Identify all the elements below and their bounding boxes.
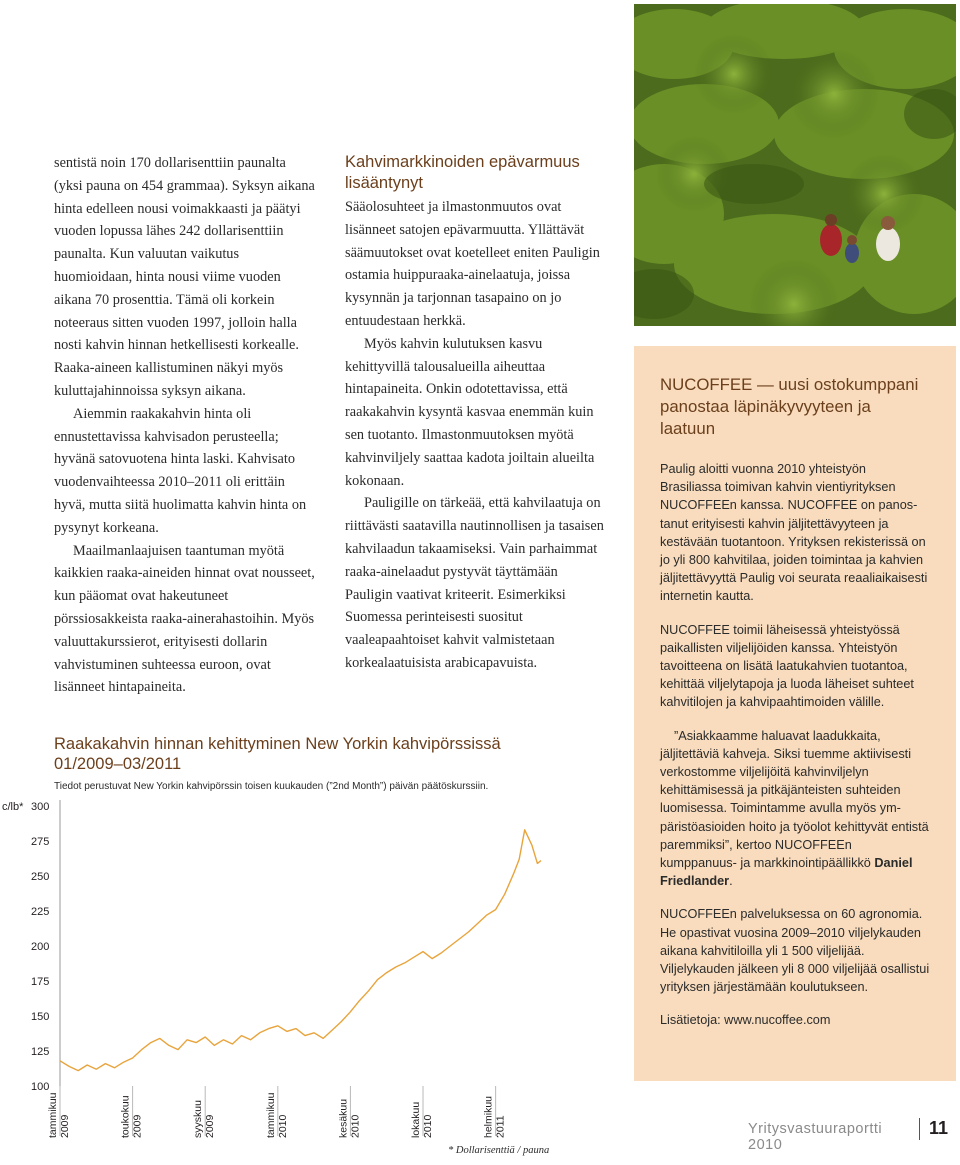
middle-paragraph-3: Pauligille on tärkeää, että kahvilaatuja on riittävästi saatavilla nautinnollisen ja tasaisen kahvilaadun takaamiseksi. Vain parhaimmat raaka-ainelaadut pystyvät täyttämään Pauligin vaativat kriteerit. Esimerkiksi Suomessa perinteisesti suositut vaaleapaahtoiset kahvit valmistetaan korkealaatuisista arabicapavuista.	[345, 495, 604, 671]
y-tick-label-100: 100	[31, 1081, 50, 1093]
left-paragraph-3: Maailmanlaajuisen taantuman myötä kaikkien raaka-aineiden hinnat ovat nousseet, kun pääomat ovat hakeutuneet pörssiosakkeista raaka-ainerahastoihin. Myös valuuttakurssierot, erityisesti dollarin vahvistuminen suhteessa euroon, ovat lisänneet hintapaineita.	[54, 542, 315, 696]
middle-paragraph-1: Sääolosuhteet ja ilmastonmuutos ovat lisänneet satojen epävarmuutta. Yllättävät säämuutokset ovat koetelleet eniten Pauligin ostamia huippuraaka-ainelaatuja, joissa kysynnän ja tarjonnan tasapaino on jo entuudestaan herkkä.	[345, 199, 600, 329]
x-tick-label-2: syyskuu2009	[192, 1100, 217, 1138]
middle-paragraph-2: Myös kahvin kulutuksen kasvu kehittyvillä talousalueilla aiheuttaa hintapaineita. Onkin odotettavissa, että raakakahvin kysyntä kasvaa enemmän kuin sen tuotanto. Ilmastonmuutoksen myötä kahvinviljely saattaa kadota joiltain alueilta kokonaan.	[345, 335, 595, 489]
y-tick-label-275: 275	[31, 836, 50, 848]
chart-footnote: * Dollarisenttiä / pauna	[448, 1145, 550, 1156]
y-tick-label-250: 250	[31, 871, 50, 883]
sidebar-title: NUCOFFEE — uusi ostokumppani panostaa läpinäkyvyyteen ja laatuun	[660, 375, 919, 438]
price-line	[60, 830, 541, 1071]
y-tick-label-200: 200	[31, 941, 50, 953]
left-paragraph-2: Aiemmin raakakahvin hinta oli ennustettavissa kahvisadon perusteella; hyvänä satovuotena hinta laski. Kahvisato vuodenvaihteessa 2010–2011 oli erittäin hyvä, mutta siitä huolimatta kahvin hinta on pysynyt korkeana.	[54, 405, 307, 536]
x-tick-label-5: lokakuu2010	[410, 1101, 435, 1138]
y-tick-label-175: 175	[31, 976, 50, 988]
nucoffee-sidebar	[634, 346, 956, 1081]
coffee-plantation-photo	[634, 4, 956, 326]
sidebar-paragraph-2: NUCOFFEE toimii läheisessä yhteistyössä paikallisten viljelijöiden kanssa. Yhteistyön tavoitteena on lisätä laatukahvien tuotantoa, kehittää viljelytapoja ja luoda läheiset suhteet kahvitilojen ja kahvipaahtimoiden välille.	[660, 622, 914, 710]
y-axis-label: c/lb*	[2, 801, 24, 813]
quote-end: .	[729, 874, 733, 889]
left-column	[54, 152, 316, 699]
chart-title: Raakakahvin hinnan kehittyminen New Yorkin kahvipörssissä 01/2009–03/2011	[54, 735, 501, 773]
y-tick-label-225: 225	[31, 906, 50, 918]
y-tick-label-150: 150	[31, 1011, 50, 1023]
y-tick-label-300: 300	[31, 801, 50, 813]
report-title: Yritysvastuuraportti 2010	[748, 1121, 883, 1153]
y-tick-label-125: 125	[31, 1046, 50, 1058]
coffee-price-chart	[0, 780, 600, 1142]
x-tick-label-0: tammikuu2009	[47, 1092, 71, 1138]
sidebar-contact: Lisätietoja: www.nucoffee.com	[660, 1013, 831, 1028]
left-paragraph-1: sentistä noin 170 dollarisenttiin paunalta (yksi pauna on 454 grammaa). Syksyn aikana hinta edelleen nousi voimakkaasti ja päätyi vuoden lopussa lähes 242 dollarisenttiin paunalta. Kun valuutan vaikutus huomioidaan, hinta nousi viime vuoden aikana 70 prosenttia. Tämä oli korkein noteeraus sitten vuoden 1997, jolloin halla nosti kahvin hinnan hetkellisesti korkealle. Raaka-aineen kallistuminen näkyi myös kuluttajahinnoissa syksyn aikana.	[54, 155, 315, 399]
plantation-illustration	[634, 4, 956, 326]
page-footer	[748, 1118, 954, 1153]
x-tick-label-1: toukokuu2009	[119, 1095, 144, 1138]
x-tick-label-3: tammikuu2010	[264, 1092, 289, 1138]
sidebar-paragraph-1: Paulig aloitti vuonna 2010 yhteistyön Brasiliassa toimivan kahvin vientiyrityksen NUCOFFEEn kanssa. NUCOFFEE on panostanut erityisesti kahvin jäljitettävyyteen ja kestävään tuotantoon. Yrityksen rekisterissä on jo yli 800 kahvitilaa, joiden toimintaa ja kahvien jäljitettävyyttä Paulig voi seurata reaaliaikaisesti internetin kautta.	[660, 462, 928, 604]
chart-subtitle: Tiedot perustuvat New Yorkin kahvipörssin toisen kuukauden (”2nd Month”) päivän päätöskurssiin.	[54, 781, 489, 792]
sidebar-paragraph-3: NUCOFFEEn palveluksessa on 60 agronomia. He opastivat vuosina 2009–2010 viljelykauden aikana kahvitiloilla yli 1 500 viljelijää. Viljelykauden jälkeen yli 8 000 viljelijää osallistui yrityksen järjestämään koulutukseen.	[660, 907, 930, 995]
page-number: 11	[928, 1118, 948, 1138]
footer-separator	[919, 1118, 920, 1140]
quote-text: ”Asiakkaamme haluavat laadukkaita, jäljitettäviä kahveja. Siksi tuemme aktiivisesti verkostomme viljelijöitä kahvinviljelyn kehittämisessä ja pitkäjänteisten suhteiden luomisessa. Toimintamme avulla myös ympäristöasioiden hoito ja työolot kehittyvät entistä paremmiksi”, kertoo NUCOFFEEn kumppanuus- ja markkinointipäällikkö	[660, 728, 929, 871]
quote-name: Daniel Friedlander	[660, 856, 913, 889]
section-heading: Kahvimarkkinoiden epävarmuus lisääntynyt	[345, 153, 580, 192]
x-tick-label-6: helmikuu2011	[482, 1095, 507, 1138]
middle-column	[345, 152, 607, 675]
x-tick-label-4: kesäkuu2010	[337, 1098, 362, 1138]
sidebar-quote	[660, 727, 930, 891]
